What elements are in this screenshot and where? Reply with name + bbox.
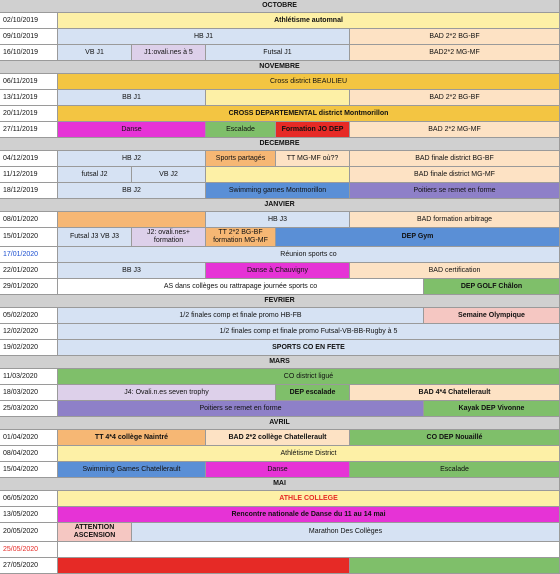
event-cell: Danse à Chauvigny bbox=[206, 263, 350, 279]
event-row bbox=[0, 491, 560, 507]
event-row bbox=[0, 507, 560, 523]
event-cell: Sports partagés bbox=[206, 151, 276, 167]
event-cell: Semaine Olympique bbox=[424, 308, 560, 324]
event-cell: HB J2 bbox=[58, 151, 206, 167]
event-cell: Athlétisme District bbox=[58, 446, 560, 462]
event-cell: AS dans collèges ou rattrapage journée sports co bbox=[58, 279, 424, 295]
date-cell: 19/02/2020 bbox=[0, 340, 58, 356]
empty-cell bbox=[58, 558, 350, 574]
event-cell: 1/2 finales comp et finale promo Futsal-VB-BB-Rugby à 5 bbox=[58, 324, 560, 340]
month-header: DECEMBRE bbox=[0, 138, 560, 151]
month-header-row bbox=[0, 356, 560, 369]
date-cell: 01/04/2020 bbox=[0, 430, 58, 446]
event-cell: BAD formation arbitrage bbox=[350, 212, 560, 228]
event-cell: Danse bbox=[206, 462, 350, 478]
event-cell: TT MG-MF où?? bbox=[276, 151, 350, 167]
event-row bbox=[0, 263, 560, 279]
event-cell: ATTENTION ASCENSION bbox=[58, 523, 132, 542]
month-header: NOVEMBRE bbox=[0, 61, 560, 74]
event-row bbox=[0, 212, 560, 228]
event-row bbox=[0, 29, 560, 45]
date-cell: 02/10/2019 bbox=[0, 13, 58, 29]
date-cell: 17/01/2020 bbox=[0, 247, 58, 263]
event-cell: 1/2 finales comp et finale promo HB-FB bbox=[58, 308, 424, 324]
month-header-row bbox=[0, 295, 560, 308]
month-header: MAI bbox=[0, 478, 560, 491]
date-cell: 20/05/2020 bbox=[0, 523, 58, 542]
date-cell: 06/05/2020 bbox=[0, 491, 58, 507]
event-cell: BAD finale district BG-BF bbox=[350, 151, 560, 167]
event-row bbox=[0, 558, 560, 574]
event-cell: Swimming games Montmorillon bbox=[206, 183, 350, 199]
event-cell: TT 2*2 BG-BF formation MG-MF bbox=[206, 228, 276, 247]
date-cell: 25/05/2020 bbox=[0, 542, 58, 558]
event-row bbox=[0, 167, 560, 183]
event-cell: CO district ligué bbox=[58, 369, 560, 385]
date-cell: 13/11/2019 bbox=[0, 90, 58, 106]
month-header: AVRIL bbox=[0, 417, 560, 430]
date-cell: 27/05/2020 bbox=[0, 558, 58, 574]
event-cell: Swimming Games Chatellerault bbox=[58, 462, 206, 478]
event-cell: VB J2 bbox=[132, 167, 206, 183]
date-cell: 09/10/2019 bbox=[0, 29, 58, 45]
month-header-row bbox=[0, 61, 560, 74]
event-row bbox=[0, 228, 560, 247]
empty-cell bbox=[206, 167, 350, 183]
event-row bbox=[0, 523, 560, 542]
event-cell: Danse bbox=[58, 122, 206, 138]
date-cell: 08/01/2020 bbox=[0, 212, 58, 228]
date-cell: 27/11/2019 bbox=[0, 122, 58, 138]
event-cell: J1:ovali.nes à 5 bbox=[132, 45, 206, 61]
empty-cell bbox=[350, 558, 560, 574]
event-cell: Poitiers se remet en forme bbox=[58, 401, 424, 417]
event-cell: Kayak DEP Vivonne bbox=[424, 401, 560, 417]
event-cell: Escalade bbox=[350, 462, 560, 478]
event-cell: J4: Ovali.n.es seven trophy bbox=[58, 385, 276, 401]
event-row bbox=[0, 247, 560, 263]
event-cell: Futsal J1 bbox=[206, 45, 350, 61]
event-row bbox=[0, 430, 560, 446]
event-cell: DEP Gym bbox=[276, 228, 560, 247]
month-header-row bbox=[0, 0, 560, 13]
event-row bbox=[0, 542, 560, 558]
event-row bbox=[0, 151, 560, 167]
event-cell: BAD 2*2 collège Chatellerault bbox=[206, 430, 350, 446]
date-cell: 22/01/2020 bbox=[0, 263, 58, 279]
date-cell: 18/12/2019 bbox=[0, 183, 58, 199]
event-row bbox=[0, 401, 560, 417]
event-row bbox=[0, 385, 560, 401]
event-row bbox=[0, 122, 560, 138]
date-cell: 11/12/2019 bbox=[0, 167, 58, 183]
date-cell: 15/01/2020 bbox=[0, 228, 58, 247]
event-row bbox=[0, 446, 560, 462]
event-row bbox=[0, 74, 560, 90]
month-header-row bbox=[0, 138, 560, 151]
event-cell: Cross district BEAULIEU bbox=[58, 74, 560, 90]
month-header-row bbox=[0, 478, 560, 491]
event-row bbox=[0, 308, 560, 324]
date-cell: 11/03/2020 bbox=[0, 369, 58, 385]
event-cell: CROSS DEPARTEMENTAL district Montmorillon bbox=[58, 106, 560, 122]
date-cell: 18/03/2020 bbox=[0, 385, 58, 401]
event-cell: BAD certification bbox=[350, 263, 560, 279]
event-cell: HB J1 bbox=[58, 29, 350, 45]
event-cell: Futsal J3 VB J3 bbox=[58, 228, 132, 247]
event-cell: BAD finale district MG-MF bbox=[350, 167, 560, 183]
date-cell: 06/11/2019 bbox=[0, 74, 58, 90]
event-cell: BAD 2*2 BG-BF bbox=[350, 90, 560, 106]
event-row bbox=[0, 183, 560, 199]
event-cell: Marathon Des Collèges bbox=[132, 523, 560, 542]
event-row bbox=[0, 340, 560, 356]
event-cell: SPORTS CO EN FETE bbox=[58, 340, 560, 356]
date-cell: 04/12/2019 bbox=[0, 151, 58, 167]
empty-cell bbox=[58, 212, 206, 228]
month-header: FEVRIER bbox=[0, 295, 560, 308]
date-cell: 16/10/2019 bbox=[0, 45, 58, 61]
event-cell: DEP GOLF Châlon bbox=[424, 279, 560, 295]
event-cell: Rencontre nationale de Danse du 11 au 14 mai bbox=[58, 507, 560, 523]
event-cell: BB J2 bbox=[58, 183, 206, 199]
event-cell: Athlétisme automnal bbox=[58, 13, 560, 29]
date-cell: 25/03/2020 bbox=[0, 401, 58, 417]
date-cell: 15/04/2020 bbox=[0, 462, 58, 478]
date-cell: 08/04/2020 bbox=[0, 446, 58, 462]
month-header: OCTOBRE bbox=[0, 0, 560, 13]
date-cell: 05/02/2020 bbox=[0, 308, 58, 324]
event-row bbox=[0, 324, 560, 340]
event-row bbox=[0, 369, 560, 385]
event-cell: ATHLE COLLEGE bbox=[58, 491, 560, 507]
date-cell: 20/11/2019 bbox=[0, 106, 58, 122]
date-cell: 12/02/2020 bbox=[0, 324, 58, 340]
event-cell: VB J1 bbox=[58, 45, 132, 61]
event-cell: BAD 2*2 MG-MF bbox=[350, 122, 560, 138]
event-cell: Escalade bbox=[206, 122, 276, 138]
month-header-row bbox=[0, 417, 560, 430]
event-cell: HB J3 bbox=[206, 212, 350, 228]
date-cell: 29/01/2020 bbox=[0, 279, 58, 295]
event-cell: DEP escalade bbox=[276, 385, 350, 401]
event-row bbox=[0, 462, 560, 478]
event-row bbox=[0, 106, 560, 122]
event-cell: futsal J2 bbox=[58, 167, 132, 183]
event-cell: Formation JO DEP bbox=[276, 122, 350, 138]
event-cell: Poitiers se remet en forme bbox=[350, 183, 560, 199]
event-cell: Réunion sports co bbox=[58, 247, 560, 263]
event-cell: CO DEP Nouaillé bbox=[350, 430, 560, 446]
event-cell: BAD 4*4 Chatellerault bbox=[350, 385, 560, 401]
empty-cell bbox=[58, 542, 560, 558]
month-header: JANVIER bbox=[0, 199, 560, 212]
month-header: MARS bbox=[0, 356, 560, 369]
event-cell: BAD2*2 MG-MF bbox=[350, 45, 560, 61]
event-cell: BB J3 bbox=[58, 263, 206, 279]
event-row bbox=[0, 45, 560, 61]
empty-cell bbox=[206, 90, 350, 106]
event-cell: BB J1 bbox=[58, 90, 206, 106]
event-row bbox=[0, 13, 560, 29]
event-row bbox=[0, 90, 560, 106]
month-header-row bbox=[0, 199, 560, 212]
event-cell: BAD 2*2 BG-BF bbox=[350, 29, 560, 45]
date-cell: 13/05/2020 bbox=[0, 507, 58, 523]
event-row bbox=[0, 279, 560, 295]
event-cell: TT 4*4 collège Naintré bbox=[58, 430, 206, 446]
event-cell: J2: ovali.nes+ formation bbox=[132, 228, 206, 247]
